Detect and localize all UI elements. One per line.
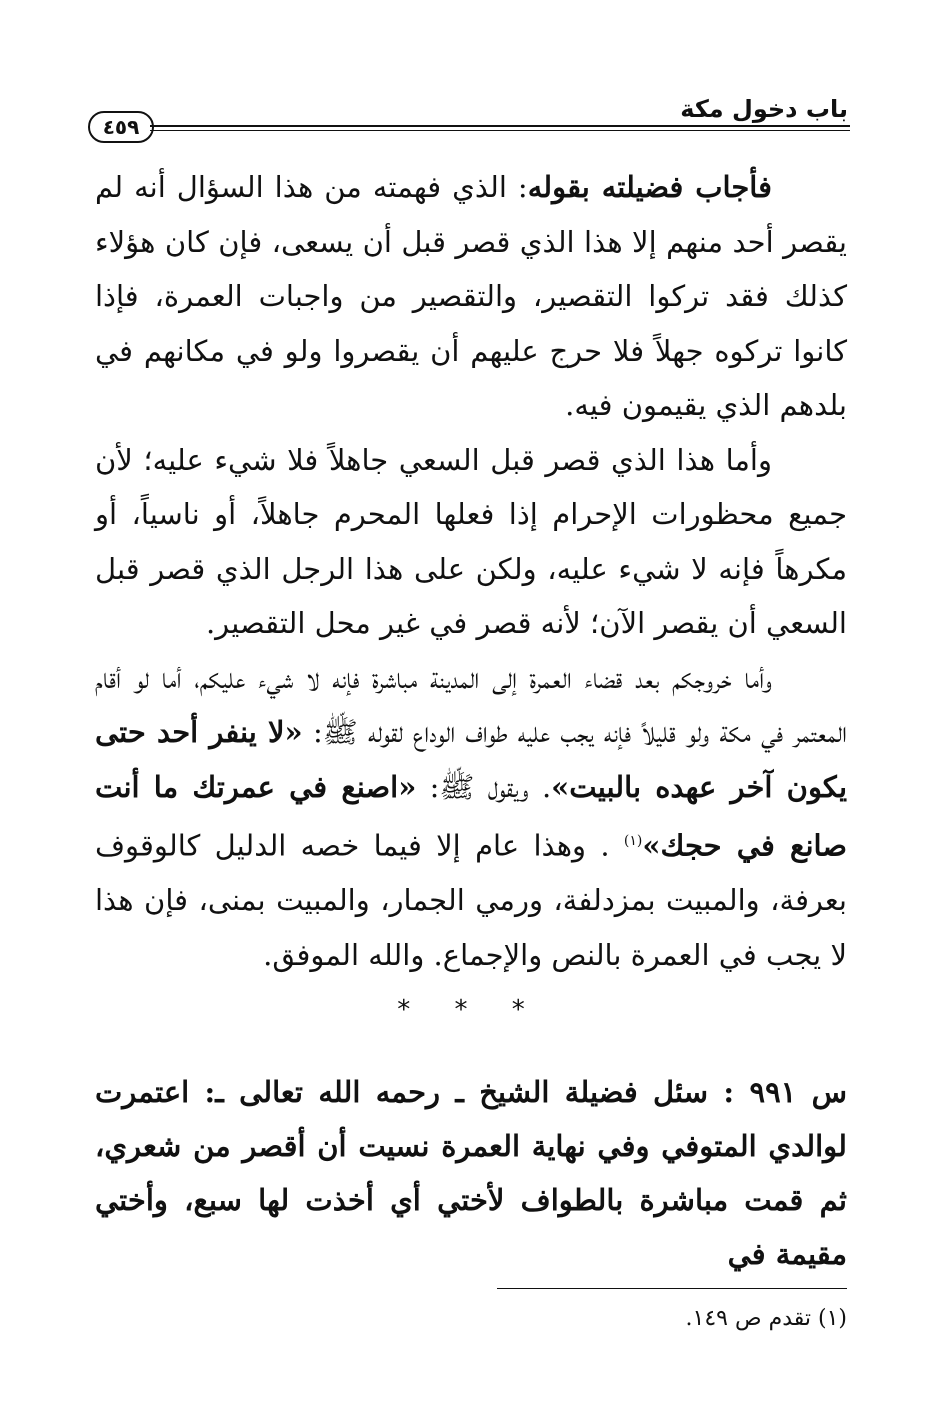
hadith-2: «اصنع في عمرتك ما أنت صانع في حجك» (95, 769, 847, 863)
footnote-rule (497, 1288, 847, 1289)
question-text (95, 1065, 847, 1281)
footnote-ref: (١) (623, 833, 643, 849)
chapter-title: باب دخول مكة (680, 95, 848, 123)
answer-lead: فأجاب فضيلته بقوله (527, 170, 772, 204)
paragraph-3 (95, 651, 847, 983)
paragraph-3-text-a: وأما خروجكم بعد قضاء العمرة إلى المدينة مباشرة فإنه لا شيء عليكم، أما لو أقام المعتمر في مكة ولو قليلاً فإنه يجب عليه طواف الوداع لقوله ﷺ: (95, 660, 847, 749)
paragraph-1 (95, 160, 847, 433)
page-number: ٤٥٩ (88, 111, 154, 143)
paragraph-3-text-b: . ويقول ﷺ: (416, 769, 552, 804)
paragraph-1-text: : الذي فهمته من هذا السؤال أنه لم يقصر أحد منهم إلا هذا الذي قصر قبل أن يسعى، فإن كان هؤلاء كذلك فقد تركوا التقصير، والتقصير من واجبات العمرة، فإذا كانوا تركوه جهلاً فلا حرج عليهم أن يقصروا ولو في مكانهم في بلدهم الذي يقيمون فيه. (95, 170, 847, 422)
page-header (88, 95, 850, 139)
paragraph-3-text-c: . وهذا عام إلا فيما خصه الدليل كالوقوف بعرفة، والمبيت بمزدلفة، ورمي الجمار، والمبيت بمنى، فإن هذا لا يجب في العمرة بالنص والإجماع. والله الموفق. (95, 828, 847, 972)
hadith-1: «لا ينفر أحد حتى يكون آخر عهده بالبيت» (95, 715, 848, 804)
answer-text (95, 160, 847, 982)
section-separator: * * * (397, 995, 543, 1025)
paragraph-2: وأما هذا الذي قصر قبل السعي جاهلاً فلا شيء عليه؛ لأن جميع محظورات الإحرام إذا فعلها المحرم جاهلاً، أو ناسياً، أو مكرهاً فإنه لا شيء عليه، ولكن على هذا الرجل الذي قصر قبل السعي أن يقصر الآن؛ لأنه قصر في غير محل التقصير. (95, 442, 847, 640)
question-paragraph: س ٩٩١ : سئل فضيلة الشيخ ـ رحمه الله تعالى ـ: اعتمرت لوالدي المتوفي وفي نهاية العمرة نسيت أن أقصر من شعري، ثم قمت مباشرة بالطواف لأختي أي أخذت لها سبع، وأختي مقيمة في (95, 1075, 847, 1271)
header-rule (150, 125, 850, 127)
footnote: (١) تقدم ص ١٤٩. (685, 1306, 847, 1331)
header-rule-thin (150, 130, 850, 131)
